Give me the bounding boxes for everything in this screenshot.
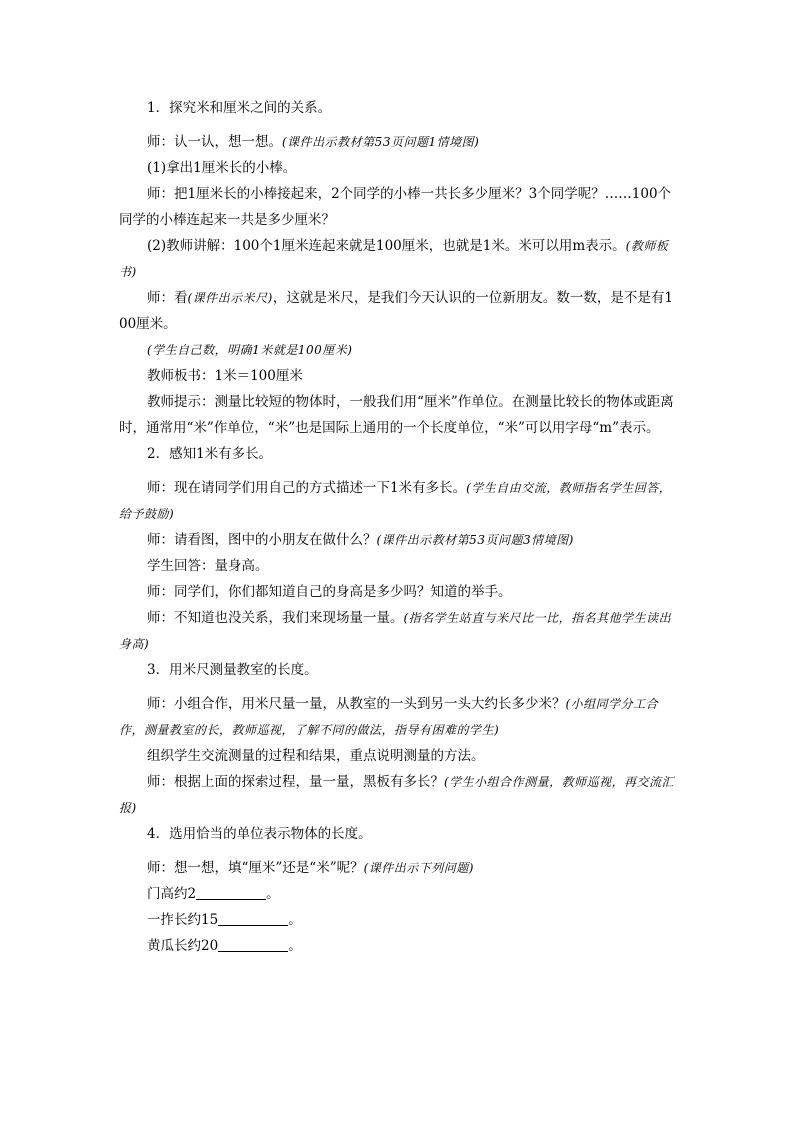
annotation: (课件出示教材第53页问题3情境图) [376, 533, 574, 547]
text: 师：认一认，想一想。 [147, 134, 282, 150]
section-1-title: 1．探究米和厘米之间的关系。 [147, 100, 332, 116]
annotation: (学生自己数，明确1米就是100厘米) [147, 343, 353, 357]
annotation: (教师板书) [119, 239, 669, 279]
paragraph: 教师提示：测量比较短的物体时，一般我们用“厘米”作单位。在测量比较长的物体或距离时，通常用“米”作单位，“米”也是国际上通用的一个长度单位，“米”可以用字母“m”表示。 [119, 394, 674, 436]
question-end: 。 [288, 912, 302, 928]
question-end: 。 [288, 938, 302, 954]
text: (2)教师讲解：100个1厘米连起来就是100厘米，也就是1米。米可以用m表示。 [147, 238, 626, 254]
paragraph: 师：同学们，你们都知道自己的身高是多少吗？知道的举手。 [147, 584, 512, 600]
paragraph [119, 605, 675, 657]
answer-blank[interactable] [218, 937, 288, 952]
paragraph: 学生回答：量身高。 [147, 558, 269, 574]
annotation: (课件出示教材第53页问题1情境图) [282, 135, 480, 149]
question-text: 一拃长约15 [147, 912, 219, 928]
paragraph [119, 285, 675, 337]
text: 师：想一想，填“厘米”还是“米”呢？ [147, 860, 364, 876]
paragraph [119, 233, 675, 285]
question-text: 门高约2 [147, 886, 197, 902]
fill-in-question [119, 933, 675, 959]
paragraph [119, 337, 675, 363]
annotation: (课件出示米尺) [187, 291, 273, 305]
paragraph: 组织学生交流测量的过程和结果，重点说明测量的方法。 [147, 748, 485, 764]
paragraph: (1)拿出1厘米长的小棒。 [147, 160, 297, 176]
fill-in-question [119, 907, 675, 933]
paragraph [119, 691, 675, 743]
paragraph [119, 855, 675, 881]
question-text: 黄瓜长约20 [147, 938, 219, 954]
text: 师：根据上面的探索过程，量一量，黑板有多长？ [147, 774, 444, 790]
answer-blank[interactable] [196, 885, 266, 900]
question-end: 。 [266, 886, 280, 902]
text: 师：不知道也没关系，我们来现场量一量。 [147, 610, 404, 626]
paragraph [119, 527, 675, 553]
document-body [119, 95, 675, 959]
text: 师：看 [147, 290, 188, 306]
section-4-title: 4．选用恰当的单位表示物体的长度。 [147, 826, 372, 842]
annotation: (指名学生站直与米尺比一比，指名其他学生读出身高) [119, 611, 672, 651]
text: 师：小组合作，用米尺量一量，从教室的一头到另一头大约长多少米？ [147, 696, 566, 712]
paragraph [119, 475, 675, 527]
section-3-title: 3．用米尺测量教室的长度。 [147, 662, 318, 678]
paragraph [119, 769, 675, 821]
text: ，这就是米尺，是我们今天认识的一位新朋友。数一数，是不是有100厘米。 [119, 290, 673, 332]
annotation: (小组同学分工合作，测量教室的长，教师巡视，了解不同的做法，指导有困难的学生) [119, 697, 659, 737]
paragraph: 师：把1厘米长的小棒接起来，2个同学的小棒一共长多少厘米？3个同学呢？……100个同学的小棒连起来一共是多少厘米？ [119, 186, 672, 228]
paragraph [119, 129, 675, 155]
text: 师：请看图，图中的小朋友在做什么？ [147, 532, 377, 548]
annotation: (学生小组合作测量，教师巡视，再交流汇报) [119, 775, 675, 815]
fill-in-question [119, 881, 675, 907]
annotation: (课件出示下列问题) [363, 861, 474, 875]
paragraph: 教师板书：1米＝100厘米 [147, 368, 303, 384]
annotation: (学生自由交流，教师指名学生回答，给予鼓励) [119, 481, 672, 521]
answer-blank[interactable] [218, 911, 288, 926]
text: 师：现在请同学们用自己的方式描述一下1米有多长。 [147, 480, 467, 496]
section-2-title: 2．感知1米有多长。 [147, 446, 273, 462]
